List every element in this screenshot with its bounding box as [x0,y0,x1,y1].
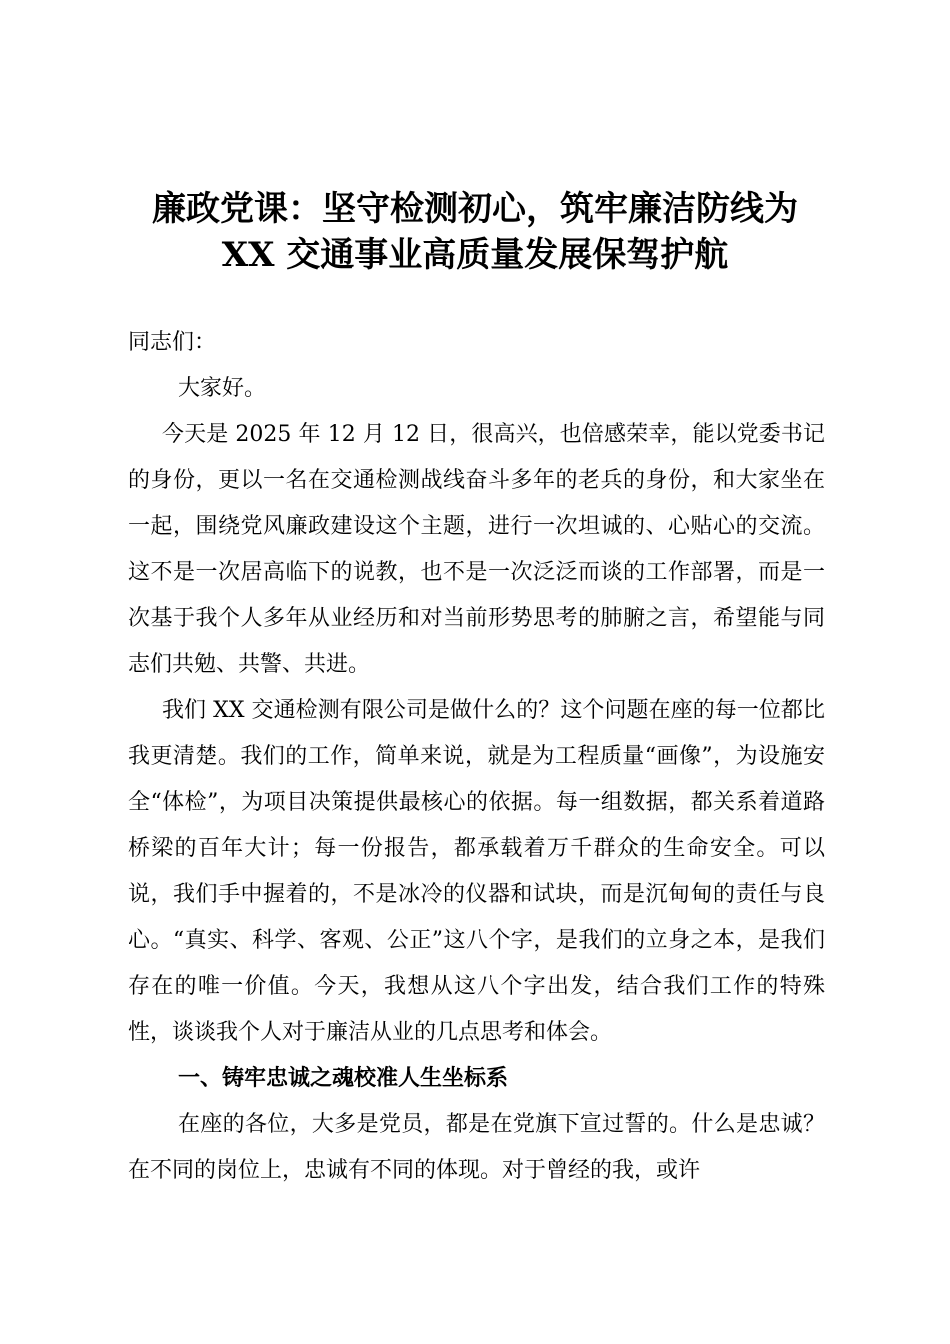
document-title [110,186,840,278]
greeting: 大家好。 [178,376,267,401]
salutation: 同志们： [128,330,217,355]
paragraph: 在座的各位，大多是党员，都是在党旗下宣过誓的。什么是忠诚？在不同的岗位上，忠诚有不同的体现。对于曾经的我，或许 [128,1112,825,1183]
section-heading: 一、铸牢忠诚之魂校准人生坐标系 [178,1066,509,1091]
paragraph: 我们 XX 交通检测有限公司是做什么的？这个问题在座的每一位都比我更清楚。我们的工作，简单来说，就是为工程质量“画像”，为设施安全“体检”，为项目决策提供最核心的依据。每一组数据，都关系着道路桥梁的百年大计；每一份报告，都承载着万千群众的生命安全。可以说，我们手中握着的，不是冰冷的仪器和试块，而是沉甸甸的责任与良心。“真实、科学、客观、公正”这八个字，是我们的立身之本，是我们存在的唯一价值。今天，我想从这八个字出发，结合我们工作的特殊性，谈谈我个人对于廉洁从业的几点思考和体会。 [128,698,825,1045]
paragraph: 今天是 2025 年 12 月 12 日，很高兴，也倍感荣幸，能以党委书记的身份，更以一名在交通检测战线奋斗多年的老兵的身份，和大家坐在一起，围绕党风廉政建设这个主题，进行一次坦诚的、心贴心的交流。这不是一次居高临下的说教，也不是一次泛泛而谈的工作部署，而是一次基于我个人多年从业经历和对当前形势思考的肺腑之言，希望能与同志们共勉、共警、共进。 [128,422,825,677]
title-line-2: XX 交通事业高质量发展保驾护航 [221,235,729,275]
title-line-1: 廉政党课：坚守检测初心，筑牢廉洁防线为 [152,189,798,229]
document-body [128,320,825,1194]
